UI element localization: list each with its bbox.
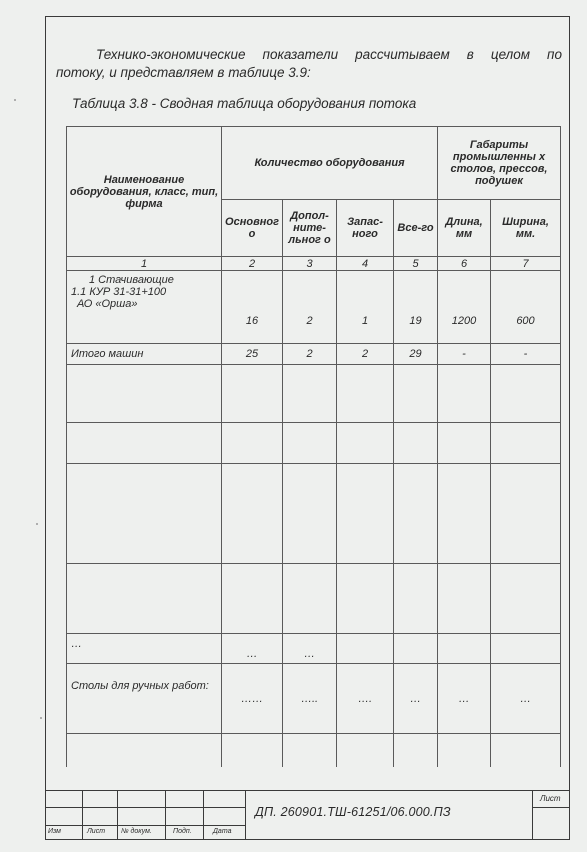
intro-line-2: потоку, и представляем в таблице 3.9: xyxy=(56,65,311,80)
total-label: Итого машин xyxy=(67,344,222,365)
cell-total: 19 xyxy=(394,271,438,344)
sheet-label: Лист xyxy=(540,794,561,803)
header-quantity: Количество оборудования xyxy=(222,127,438,200)
cell-width: 600 xyxy=(491,271,561,344)
cell-length: - xyxy=(438,344,491,365)
table-row xyxy=(67,344,561,365)
cell-length: 1200 xyxy=(438,271,491,344)
table-row xyxy=(67,634,561,664)
header-total: Все-го xyxy=(394,200,438,257)
cell-main: … xyxy=(222,634,283,664)
scan-speck xyxy=(40,717,42,719)
table-row xyxy=(67,664,561,734)
cell-length: … xyxy=(438,664,491,734)
column-number: 6 xyxy=(438,257,491,271)
tables-name: Столы для ручных работ: xyxy=(67,664,222,734)
header-equipment-name: Наименование оборудования, класс, тип, фирма xyxy=(67,127,222,257)
table-row xyxy=(67,423,561,464)
header-width: Ширина, мм. xyxy=(491,200,561,257)
column-number: 3 xyxy=(283,257,337,271)
cell-main: 25 xyxy=(222,344,283,365)
header-length: Длина, мм xyxy=(438,200,491,257)
machine-maker: АО «Орша» xyxy=(77,298,138,310)
cell-additional: … xyxy=(283,634,337,664)
scan-speck xyxy=(14,99,16,101)
table-row xyxy=(67,365,561,423)
column-number: 4 xyxy=(337,257,394,271)
column-number: 7 xyxy=(491,257,561,271)
column-number: 2 xyxy=(222,257,283,271)
cell-additional: 2 xyxy=(283,271,337,344)
cell-main: …… xyxy=(222,664,283,734)
header-dimensions: Габариты промышленны х столов, прессов, подушек xyxy=(438,127,561,200)
cell-additional: ….. xyxy=(283,664,337,734)
cell-spare: …. xyxy=(337,664,394,734)
column-number: 1 xyxy=(67,257,222,271)
cell-width: - xyxy=(491,344,561,365)
cell-total: … xyxy=(394,664,438,734)
table-row xyxy=(67,734,561,767)
table-row xyxy=(67,271,561,344)
title-block xyxy=(45,790,570,840)
label-change: Изм xyxy=(48,828,61,835)
label-sheet: Лист xyxy=(87,828,106,835)
column-number-row xyxy=(67,257,561,271)
table-row xyxy=(67,464,561,564)
header-additional: Допол-ните-льног о xyxy=(283,200,337,257)
document-code: ДП. 260901.ТШ-61251/06.000.ПЗ xyxy=(255,805,451,819)
table-caption: Таблица 3.8 - Сводная таблица оборудования потока xyxy=(72,96,417,111)
table-row xyxy=(67,564,561,634)
label-signature: Подп. xyxy=(173,828,192,835)
scan-speck xyxy=(36,523,38,525)
cell-main: 16 xyxy=(222,271,283,344)
cell-spare: 2 xyxy=(337,344,394,365)
header-spare: Запас-ного xyxy=(337,200,394,257)
machine-model: 1.1 КУР 31-31+100 xyxy=(71,286,167,298)
machine-group: 1 Стачивающие xyxy=(89,274,174,286)
intro-line-1: Технико-экономические показатели рассчитываем в целом по xyxy=(96,47,562,62)
cell-spare: 1 xyxy=(337,271,394,344)
cell-total: 29 xyxy=(394,344,438,365)
intro-paragraph xyxy=(56,46,562,82)
header-main: Основног о xyxy=(222,200,283,257)
cell-width: … xyxy=(491,664,561,734)
equipment-table xyxy=(66,126,561,767)
label-date: Дата xyxy=(213,828,232,835)
ellipsis-name: … xyxy=(67,634,222,664)
column-number: 5 xyxy=(394,257,438,271)
label-document-number: № докум. xyxy=(121,828,152,835)
machine-name-cell xyxy=(67,271,222,344)
cell-additional: 2 xyxy=(283,344,337,365)
